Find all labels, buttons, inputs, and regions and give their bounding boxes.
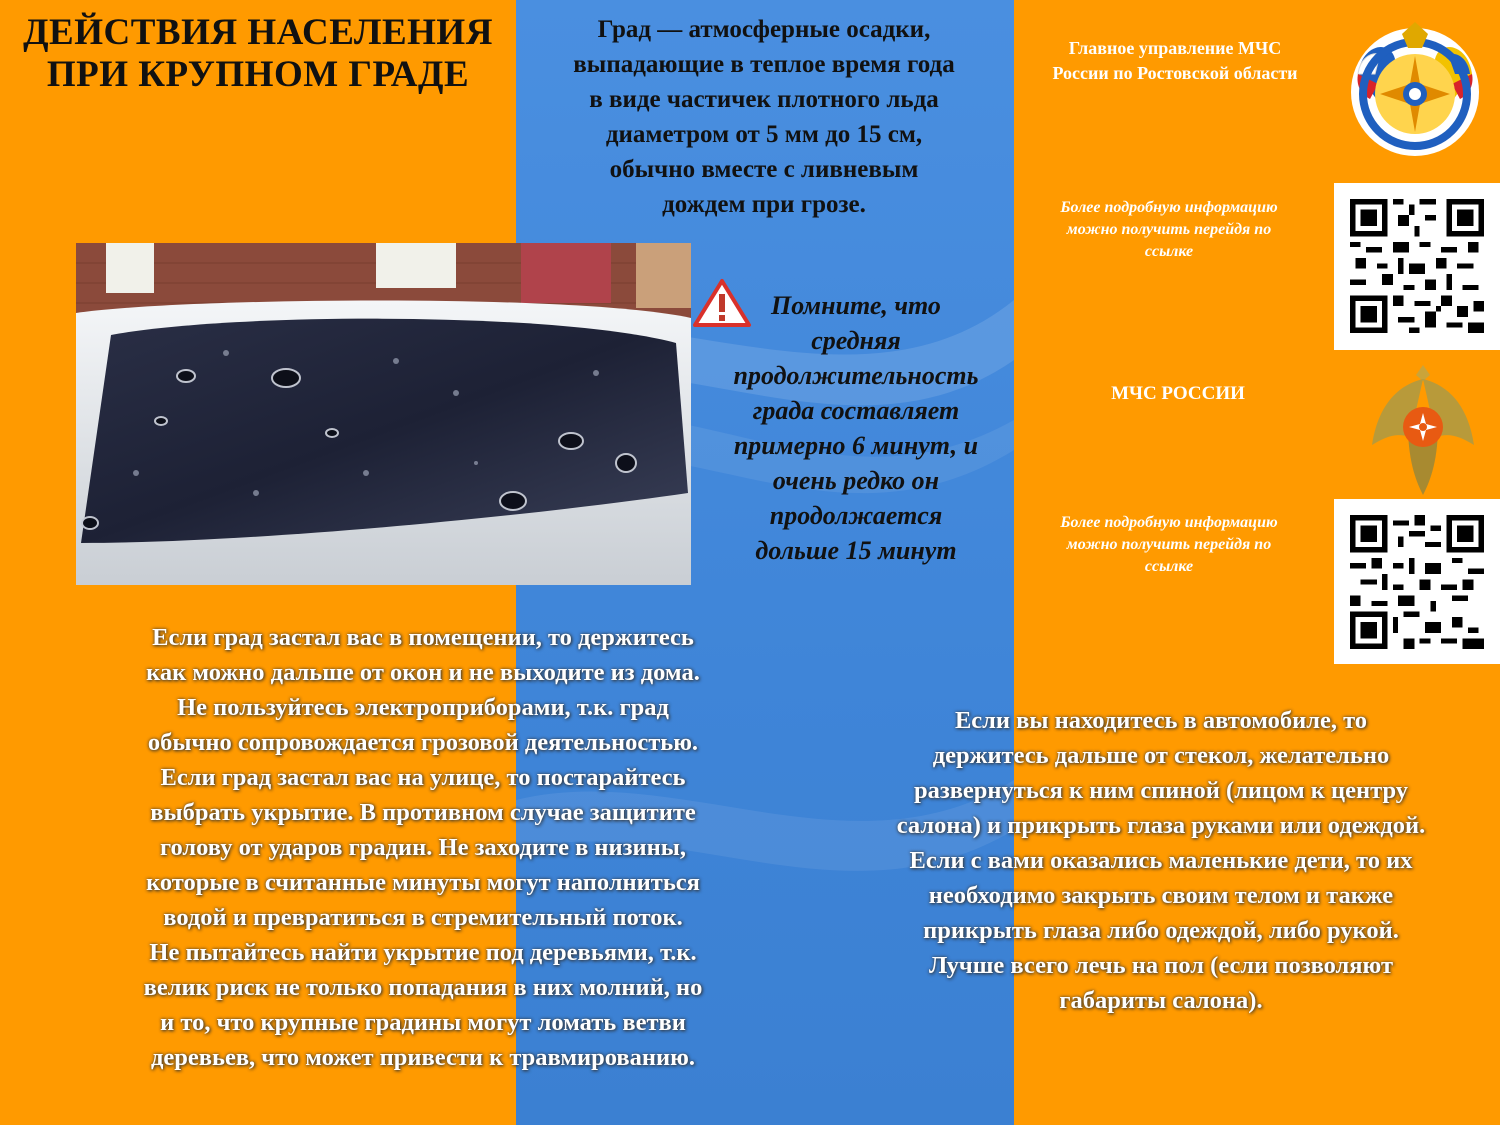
- definition-line: Град — атмосферные осадки,: [597, 16, 931, 43]
- hail-definition: [530, 12, 998, 222]
- title-line: ДЕЙСТВИЯ НАСЕЛЕНИЯ: [23, 12, 493, 53]
- reminder-line: средняя: [811, 326, 901, 355]
- reminder-line: примерно 6 минут, и: [733, 431, 979, 460]
- instruction-line: выбрать укрытие. В противном случае защитите: [150, 799, 696, 826]
- reminder-line: продолжительность: [733, 361, 979, 390]
- qr-code-icon: [1350, 515, 1484, 649]
- info-line: Более подробную информацию: [1060, 199, 1278, 216]
- instruction-line: Если с вами оказались маленькие дети, то их: [909, 847, 1413, 874]
- reminder-line: дольше 15 минут: [755, 536, 957, 565]
- definition-line: дождем при грозе.: [662, 191, 866, 218]
- org-line: Главное управление МЧС: [1068, 38, 1282, 58]
- reminder-line: града составляет: [752, 396, 960, 425]
- instruction-line: как можно дальше от окон и не выходите из дома.: [146, 659, 700, 686]
- info-text-2: [1030, 512, 1308, 578]
- instruction-line: салона) и прикрыть глаза руками или одеждой.: [896, 812, 1426, 839]
- definition-line: обычно вместе с ливневым: [609, 156, 919, 183]
- reminder-line: продолжается: [769, 501, 943, 530]
- organization-name: [1022, 36, 1328, 86]
- info-text-1: [1030, 197, 1308, 263]
- mchs-russia-label: МЧС РОССИИ: [1111, 383, 1245, 404]
- instruction-line: Не пытайтесь найти укрытие под деревьями, т.к.: [149, 939, 697, 966]
- info-line: Более подробную информацию: [1060, 514, 1278, 531]
- qr-code-icon: [1350, 199, 1484, 333]
- hail-damaged-windshield-photo: [76, 243, 691, 585]
- page-title: [10, 12, 506, 96]
- definition-line: в виде частичек плотного льда: [589, 86, 939, 113]
- instruction-line: держитесь дальше от стекол, желательно: [932, 742, 1390, 769]
- instruction-line: развернуться к ним спиной (лицом к центру: [913, 777, 1409, 804]
- instruction-line: необходимо закрыть своим телом и также: [928, 882, 1394, 909]
- mchs-rostov-emblem: [1340, 14, 1490, 164]
- instruction-line: габариты салона).: [1059, 987, 1263, 1014]
- info-line: можно получить перейдя по: [1066, 536, 1272, 553]
- definition-line: диаметром от 5 мм до 15 см,: [605, 121, 923, 148]
- info-line: ссылке: [1144, 558, 1194, 575]
- qr-code-2[interactable]: [1334, 499, 1500, 664]
- instruction-line: и то, что крупные градины могут ломать ветви: [160, 1009, 686, 1036]
- instruction-line: Не пользуйтесь электроприборами, т.к. град: [177, 694, 669, 721]
- instruction-line: деревьев, что может привести к травмированию.: [150, 1044, 695, 1071]
- instruction-line: Лучше всего лечь на пол (если позволяют: [928, 952, 1393, 979]
- info-line: можно получить перейдя по: [1066, 221, 1272, 238]
- reminder-line: очень редко он: [772, 466, 940, 495]
- info-line: ссылке: [1144, 243, 1194, 260]
- org-line: России по Ростовской области: [1052, 63, 1298, 83]
- indoor-outdoor-instructions: [78, 620, 768, 1075]
- qr-code-1[interactable]: [1334, 183, 1500, 350]
- instruction-line: Если град застал вас на улице, то постарайтесь: [160, 764, 686, 791]
- instruction-line: водой и превратиться в стремительный поток.: [163, 904, 683, 931]
- instruction-line: голову от ударов градин. Не заходите в низины,: [159, 834, 686, 861]
- reminder-line: Помните, что: [771, 291, 941, 320]
- definition-line: выпадающие в теплое время года: [573, 51, 955, 78]
- instruction-line: обычно сопровождается грозовой деятельностью.: [147, 729, 699, 756]
- instruction-line: велик риск не только попадания в них молний, но: [143, 974, 703, 1001]
- duration-reminder: [712, 288, 1000, 568]
- instruction-line: которые в считанные минуты могут наполниться: [146, 869, 700, 896]
- instruction-line: Если град застал вас в помещении, то держитесь: [152, 624, 694, 651]
- instruction-line: прикрыть глаза либо одеждой, либо рукой.: [923, 917, 1399, 944]
- title-line: ПРИ КРУПНОМ ГРАДЕ: [46, 54, 470, 95]
- car-instructions: [830, 703, 1492, 1018]
- mchs-eagle-emblem: [1368, 355, 1478, 497]
- instruction-line: Если вы находитесь в автомобиле, то: [954, 707, 1368, 734]
